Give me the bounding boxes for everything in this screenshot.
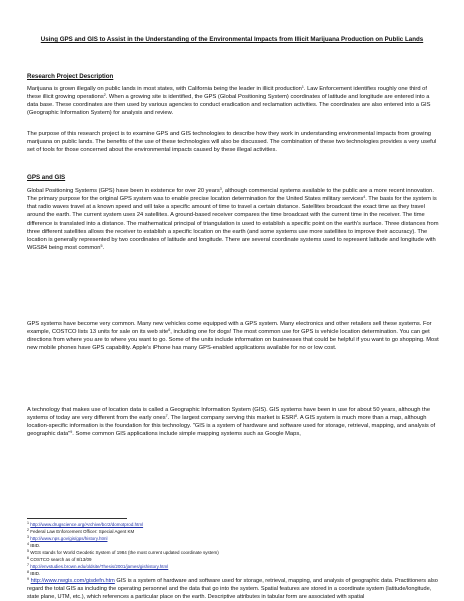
paragraph <box>27 130 439 154</box>
paragraph-text: The purpose of this research project is to examine GPS and GIS technologies to describe how they work in understanding environmental impacts from growing marijuana on public lands. The benefits of the use of these technologies will also be discussed. The combination of these two technologies provides a very useful set of tools for those concerned about the environmental impacts caused by these illegal activities. <box>27 131 437 154</box>
footnote-number: 1 <box>27 521 29 525</box>
footnote-ref: 9 <box>70 430 73 435</box>
paragraph <box>27 85 439 118</box>
paragraph-text: A technology that makes use of location data is called a Geographic Information System (GIS). GIS systems have been in use for about 50 years, although the systems of today are very different from the early ones <box>27 407 431 422</box>
footnote-text: IBID. <box>30 571 41 576</box>
footnote-number: 2 <box>27 528 29 532</box>
paragraph-text: , although commercial systems available to the public are a more recent innovation. The primary purpose for the original GPS system was to enable precise location determination for the United States military services <box>27 188 434 203</box>
paragraph-text: . The largest company serving this market is ESRI <box>167 415 296 422</box>
footnote-link[interactable]: http://envstudies.brown.edu/oldsite/Thesis/2001/james/gishistory.html <box>30 564 169 569</box>
paragraph <box>27 187 439 252</box>
paragraph-text: GPS systems have become very common. Many new vehicles come equipped with a GPS system. Many electronics and other retailers sell these systems. For example, COSTCO lists 13 units for sale on its web site <box>27 321 432 336</box>
footnote-divider <box>27 518 127 519</box>
paragraph-text: . Some common GIS applications include simple mapping systems such as Google Maps, <box>72 431 301 438</box>
footnote-ref: 8 <box>295 414 298 419</box>
footnote-number: 6 <box>27 556 29 560</box>
footnote-9 <box>27 577 439 601</box>
footnote-text: COSTCO search as of 8/13/09 <box>30 557 92 562</box>
footnote-ref: 5 <box>100 244 103 249</box>
footnote-number: 8 <box>27 570 29 574</box>
section-heading-research: Research Project Description <box>27 73 114 80</box>
footnote-link[interactable]: http://www.drugscience.org/Archive/bcr2/domotprod.html <box>30 522 144 527</box>
footnote-ref: 2 <box>103 93 106 98</box>
footnote-number: 4 <box>27 542 29 546</box>
footnote-text: WGS stands for World Geodetic System of 1984 (the most current updated coordinate system) <box>30 550 219 555</box>
footnote-number: 7 <box>27 563 29 567</box>
paragraph-text: . Law Enforcement identifies roughly one third of these illicit growing operations <box>27 86 427 101</box>
footnote-ref: 3 <box>219 187 222 191</box>
paragraph-text: . A GIS system is much more than a map, although location-specific information is the foundation for this technology. "GIS is a system of hardware and software used for storage, retrieval, mapping, and analysis of geographic data" <box>27 415 436 438</box>
paragraph <box>27 406 439 439</box>
footnote-number: 5 <box>27 549 29 553</box>
footnote-link[interactable]: http://www.nps.gov/gis/gps/history.html <box>30 536 108 541</box>
footnote-ref: 4 <box>363 195 366 200</box>
footnote-ref: 1 <box>301 85 304 89</box>
paragraph-text: , including one for dogs! The most common use for GPS is vehicle location determination. You can get directions from where you are to where you want to go. Some of the units include information on businesses that could be helpful if you want to go shopping. Most new mobile phones have GPS capability. Apple's iPhone has many GPS-enabled applications available for no or low cost. <box>27 329 439 352</box>
paragraph-text: . The basis for the system is that radio waves travel at a known speed and will take a specific amount of time to travel a certain distance. Satellites broadcast the exact time as they travel around the earth. The current system uses 24 satellites. A ground-based receiver compares the time broadcast with the current time in the receiver. The time difference is translated into a distance. The mathematical principal of triangulation is used to establish a specific point on the earth's surface. Three distances from three different satellites allows the receiver to establish a specific location on the earth (and some systems use more satellites to improve their accuracy). The location is generally represented by two coordinates of latitude and longitude. There are several coordinate systems used to represent latitude and longitude with WGS84 being most common <box>27 196 439 252</box>
footnote-ref: 7 <box>165 414 168 419</box>
paragraph-text: Global Positioning Systems (GPS) have been in existence for over 20 years <box>27 188 220 194</box>
paragraph-text: . When a growing site is identified, the GPS (Global Positioning System) coordinates of latitude and longitude are entered into a data base. These coordinates are then used by various agencies to conduct eradication and reclamation activities. The coordinates are also entered into a GIS (Geographic Information System) for analysis and review. <box>27 94 431 117</box>
footnote-link[interactable]: http://www.nwgis.com/gisdefn.htm <box>30 578 115 584</box>
footnote-text: IBID. <box>30 543 41 548</box>
paragraph-text: . <box>102 245 105 252</box>
footnote-number: 9 <box>27 577 29 581</box>
paragraph-text: Marijuana is grown illegally on public lands in most states, with California being the leader in illicit production <box>27 86 302 92</box>
footnote-text: Federal Law Enforcement Officer: Special Agent KM <box>30 529 135 534</box>
document-title: Using GPS and GIS to Assist in the Understanding of the Environmental Impacts from Illicit Marijuana Production on Public Lands <box>40 36 424 43</box>
footnote-ref: 6 <box>168 328 171 333</box>
section-heading-gps-gis: GPS and GIS <box>27 174 66 181</box>
footnote-text: GIS is a system of hardware and software used for storage, retrieval, mapping, and analysis of geographic data. Practitioners also regard the total GIS as including the operating personnel and the data that go into the system. Spatial features are stored in a coordinate system (latitude/longitude, state plane, UTM, etc.), which references a particular place on the earth. Descriptive attributes in tabular form are associated with spatial <box>27 578 438 601</box>
footnote-number: 3 <box>27 535 29 539</box>
paragraph <box>27 320 439 353</box>
